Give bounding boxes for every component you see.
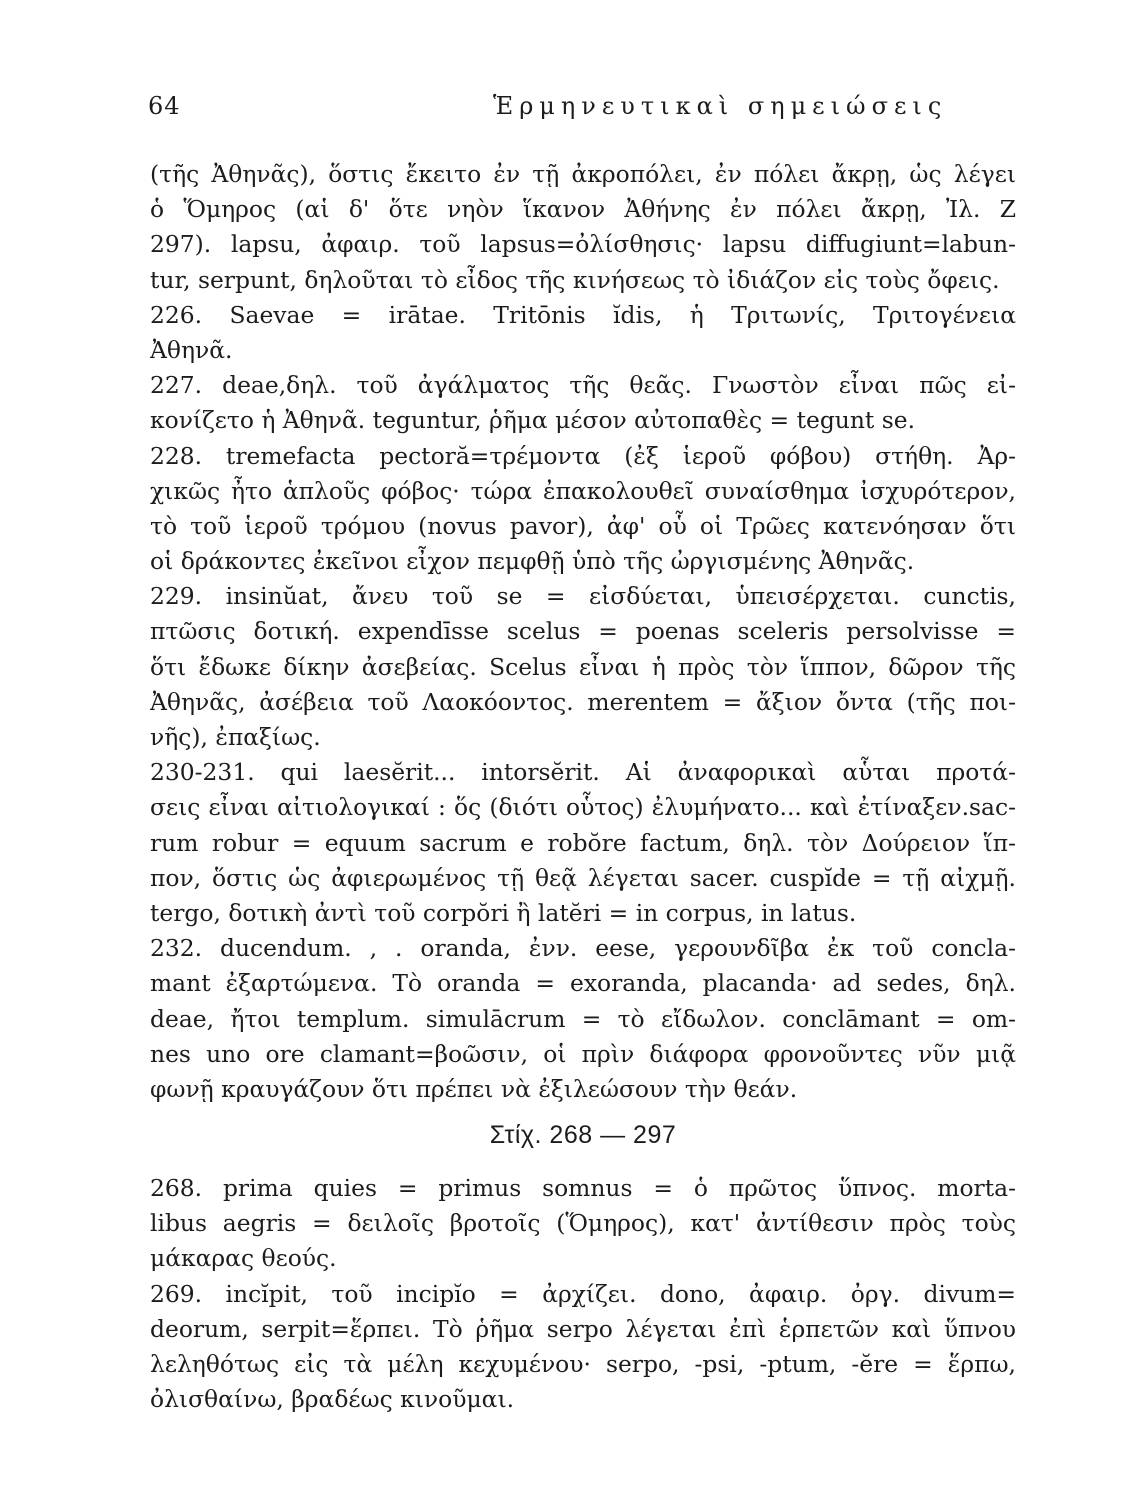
text-line: πον, ὅστις ὡς ἀφιερωμένος τῇ θεᾷ λέγεται sacer. cuspĭde = τῇ αἰχμῇ. — [150, 863, 1016, 892]
text-line: οἱ δράκοντες ἐκεῖνοι εἶχον πεμφθῇ ὑπὸ τῆς ὠργισμένης Ἀθηνᾶς. — [150, 547, 915, 576]
text-line: 229. insinŭat, ἄνευ τοῦ se = εἰσδύεται, ὑπεισέρχεται. cunctis, — [150, 582, 1016, 611]
text-line: tur, serpunt, δηλοῦται τὸ εἶδος τῆς κινήσεως τὸ ἰδιάζον εἰς τοὺς ὄφεις. — [150, 265, 1000, 294]
running-title: Ἑρμηνευτικαὶ σημειώσεις — [493, 92, 948, 120]
text-line: τὸ τοῦ ἱεροῦ τρόμου (novus pavor), ἀφ' οὗ οἱ Τρῶες κατενόησαν ὅτι — [150, 511, 1016, 540]
text-line: nes uno ore clamant=βοῶσιν, οἱ πρὶν διάφορα φρονοῦντες νῦν μιᾷ — [150, 1039, 1016, 1068]
text-line: deae, ἤτοι templum. simulācrum = τὸ εἴδωλον. conclāmant = om- — [150, 1004, 1016, 1033]
text-line: rum robur = equum sacrum e robŏre factum, δηλ. τὸν Δούρειον ἵπ- — [150, 828, 1016, 857]
text-line: 227. deae,δηλ. τοῦ ἀγάλματος τῆς θεᾶς. Γνωστὸν εἶναι πῶς εἰ- — [150, 371, 1016, 400]
text-line: πτῶσις δοτική. expendīsse scelus = poenas sceleris persolvisse = — [150, 617, 1016, 646]
text-line: 232. ducendum. , . oranda, ἐνν. eese, γερουνδῖβα ἐκ τοῦ concla- — [150, 934, 1016, 963]
text-line: 297). lapsu, ἀφαιρ. τοῦ lapsus=ὀλίσθησις· lapsu diffugiunt=labun- — [150, 230, 1016, 259]
text-line: 269. incĭpit, τοῦ incipĭo = ἀρχίζει. dono, ἀφαιρ. ὀργ. divum= — [150, 1279, 1016, 1308]
text-line: ὀλισθαίνω, βραδέως κινοῦμαι. — [150, 1385, 515, 1414]
text-line: Ἀθηνᾶς, ἀσέβεια τοῦ Λαοκόοντος. merentem = ἄξιον ὄντα (τῆς ποι- — [150, 687, 1016, 716]
text-line: νῆς), ἐπαξίως. — [150, 723, 321, 751]
text-line: (τῆς Ἀθηνᾶς), ὅστις ἔκειτο ἐν τῇ ἀκροπόλει, ἐν πόλει ἄκρῃ, ὡς λέγει — [150, 160, 1016, 188]
text-line: λεληθότως εἰς τὰ μέλη κεχυμένου· serpo, -psi, -ptum, -ĕre = ἕρπω, — [150, 1350, 1016, 1378]
text-line: 268. prima quies = primus somnus = ὁ πρῶτος ὕπνος. morta- — [150, 1174, 1016, 1203]
text-line: 228. tremefacta pectoră=τρέμοντα (ἐξ ἱεροῦ φόβου) στήθη. Ἀρ- — [150, 441, 1016, 470]
page-header — [148, 92, 1018, 132]
text-line: χικῶς ἦτο ἁπλοῦς φόβος· τώρα ἐπακολουθεῖ συναίσθημα ἰσχυρότερον, — [150, 476, 1016, 505]
text-line: tergo, δοτικὴ ἀντὶ τοῦ corpŏri ἢ latĕri = in corpus, in latus. — [150, 898, 857, 927]
text-line: libus aegris = δειλοῖς βροτοῖς (Ὅμηρος), κατ' ἀντίθεσιν πρὸς τοὺς — [150, 1209, 1016, 1238]
text-line: κονίζετο ἡ Ἀθηνᾶ. teguntur, ῥῆμα μέσον αὐτοπαθὲς = tegunt se. — [150, 406, 916, 435]
text-line: 230-231. qui laesĕrit... intorsĕrit. Αἱ ἀναφορικαὶ αὗται προτά- — [150, 758, 1016, 787]
notes-block-2 — [150, 1171, 1016, 1417]
text-line: σεις εἶναι αἰτιολογικαί : ὅς (διότι οὗτος) ἐλυμήνατο... καὶ ἐτίναξεν.sac- — [150, 793, 1016, 822]
page-number: 64 — [148, 92, 181, 120]
text-line: ὁ Ὅμηρος (αἱ δ' ὅτε νηὸν ἵκανον Ἀθήνης ἐν πόλει ἄκρῃ, Ἰλ. Ζ — [150, 195, 1016, 224]
text-line: ὅτι ἔδωκε δίκην ἀσεβείας. Scelus εἶναι ἡ πρὸς τὸν ἵππον, δῶρον τῆς — [150, 652, 1016, 681]
text-line: Ἀθηνᾶ. — [150, 335, 233, 364]
page-body — [150, 157, 1016, 1417]
section-heading: Στίχ. 268 — 297 — [489, 1121, 677, 1150]
text-line: mant ἐξαρτώμενα. Τὸ oranda = exoranda, placanda· ad sedes, δηλ. — [150, 969, 1016, 998]
text-line: 226. Saevae = irātae. Tritōnis ĭdis, ἡ Τριτωνίς, Τριτογένεια — [150, 300, 1016, 329]
text-line: μάκαρας θεούς. — [150, 1244, 337, 1273]
text-line: φωνῇ κραυγάζουν ὅτι πρέπει νὰ ἐξιλεώσουν τὴν θεάν. — [150, 1074, 798, 1103]
notes-block-1 — [150, 157, 1016, 1107]
text-line: deorum, serpit=ἕρπει. Τὸ ῥῆμα serpo λέγεται ἐπὶ ἑρπετῶν καὶ ὕπνου — [150, 1314, 1016, 1343]
